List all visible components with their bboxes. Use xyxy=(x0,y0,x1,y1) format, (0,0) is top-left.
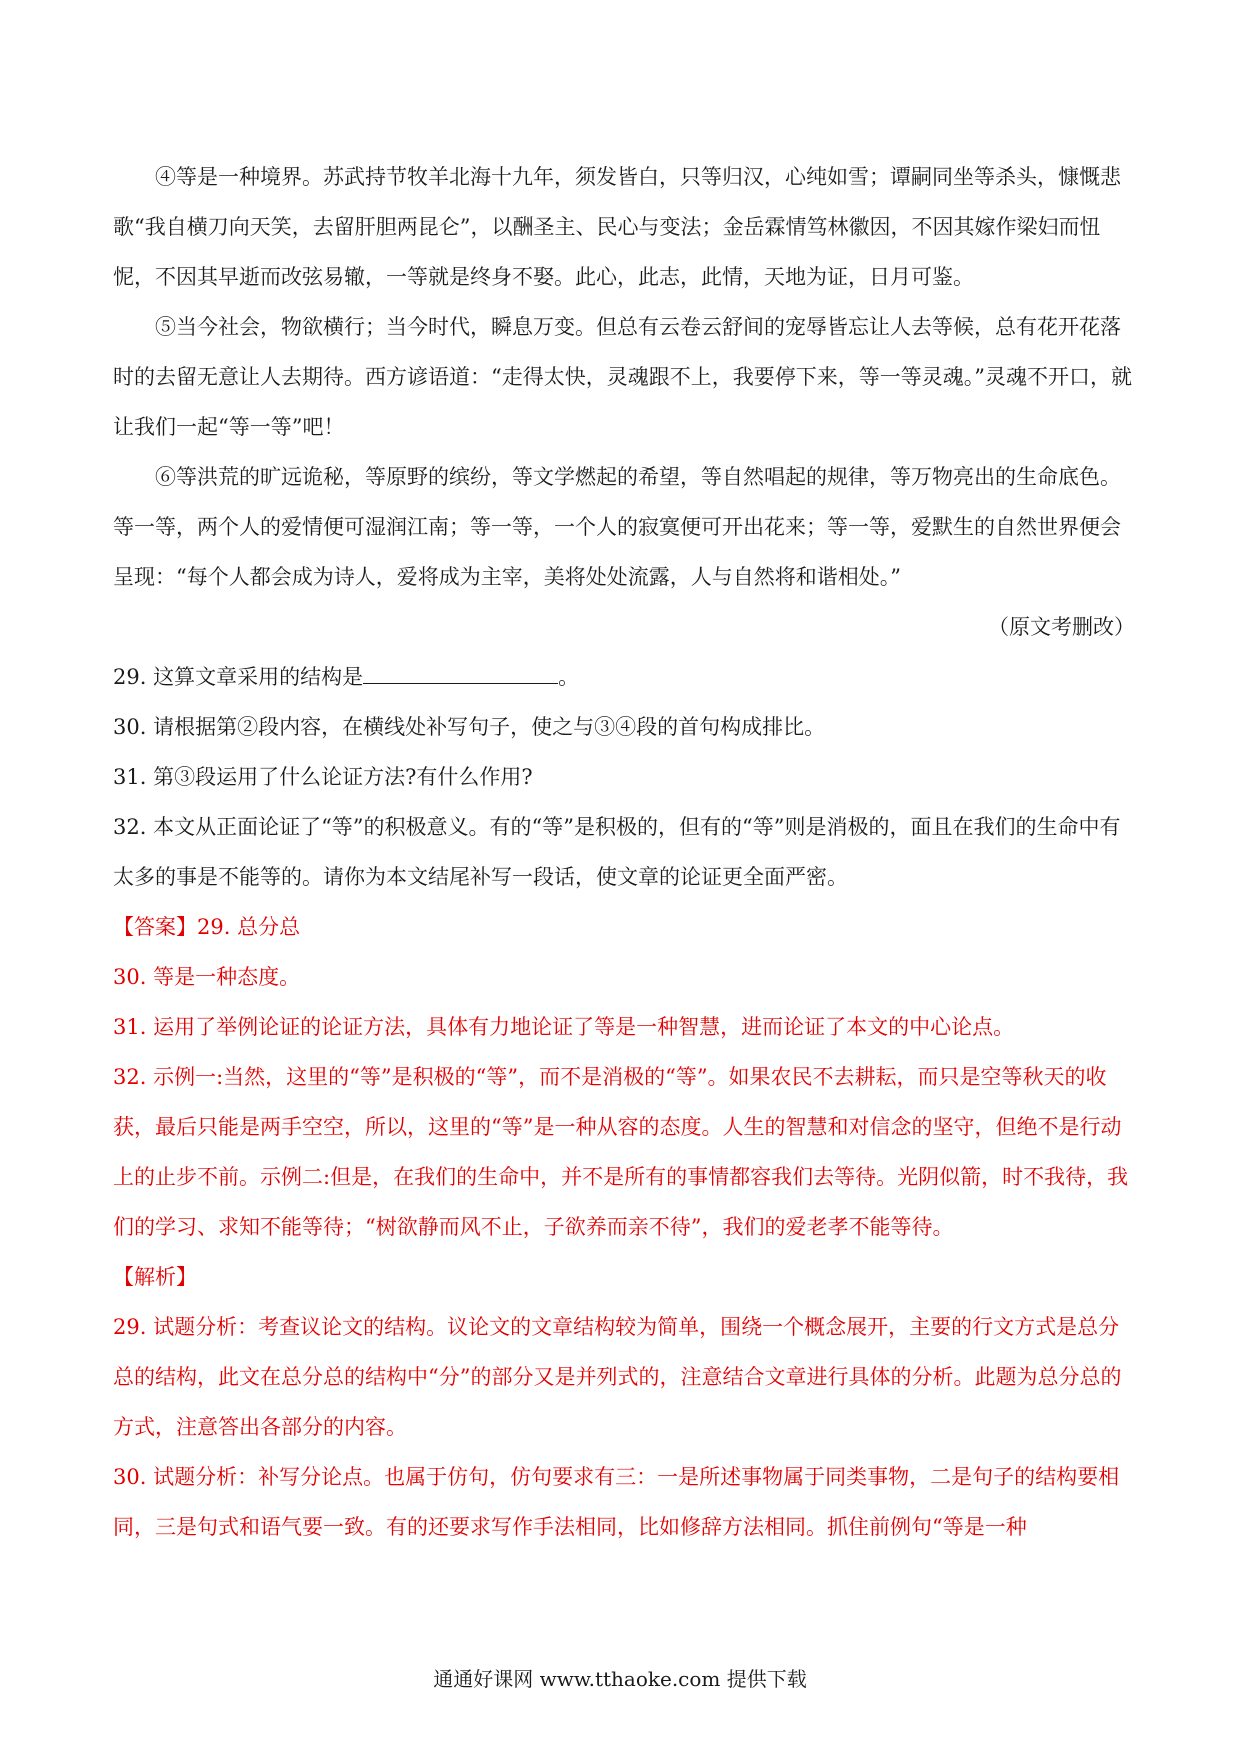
analysis-label: 【解析】 xyxy=(113,1265,197,1289)
analysis-29: 29. 试题分析：考查议论文的结构。议论文的文章结构较为简单，围绕一个概念展开，主要的行文方式是总分总的结构，此文在总分总的结构中“分”的部分又是并列式的，注意结合文章进行具体的分析。此题为总分总的方式，注意答出各部分的内容。 xyxy=(113,1315,1122,1439)
answer-label: 【答案】 xyxy=(113,915,197,939)
question-29-end: 。 xyxy=(558,665,580,689)
page-footer: 通通好课网 www.tthaoke.com 提供下载 xyxy=(433,1667,807,1691)
question-30: 30. 请根据第②段内容，在横线处补写句子，使之与③④段的首句构成排比。 xyxy=(113,715,826,739)
passage-paragraph-4: ④等是一种境界。苏武持节牧羊北海十九年，须发皆白，只等归汉，心纯如雪；谭嗣同坐等杀头，慷慨悲歌“我自横刀向天笑，去留肝胆两昆仑”，以酬圣主、民心与变法；金岳霖情笃林徽因，不因其嫁作梁妇而忸怩，不因其早逝而改弦易辙，一等就是终身不娶。此心，此志，此情，天地为证，日月可鉴。 xyxy=(113,165,1121,289)
answer-31: 31. 运用了举例论证的论证方法，具体有力地论证了等是一种智慧，进而论证了本文的中心论点。 xyxy=(113,1015,1015,1039)
analysis-30: 30. 试题分析：补写分论点。也属于仿句，仿句要求有三：一是所述事物属于同类事物，二是句子的结构要相同，三是句式和语气要一致。有的还要求写作手法相同，比如修辞方法相同。抓住前例句“等是一种 xyxy=(113,1465,1120,1539)
answer-29-text: 29. 总分总 xyxy=(197,915,301,939)
passage-paragraph-6: ⑥等洪荒的旷远诡秘，等原野的缤纷，等文学燃起的希望，等自然唱起的规律，等万物亮出的生命底色。等一等，两个人的爱情便可湿润江南；等一等，一个人的寂寞便可开出花来；等一等，爱默生的自然世界便会呈现：“每个人都会成为诗人，爱将成为主宰，美将处处流露，人与自然将和谐相处。” xyxy=(113,465,1121,589)
answer-30: 30. 等是一种态度。 xyxy=(113,965,301,989)
answer-32: 32. 示例一:当然，这里的“等”是积极的“等”，而不是消极的“等”。如果农民不去耕耘，而只是空等秋天的收获，最后只能是两手空空，所以，这里的“等”是一种从容的态度。人生的智慧和对信念的坚守，但绝不是行动上的止步不前。示例二:但是，在我们的生命中，并不是所有的事情都容我们去等待。光阴似箭，时不我待，我们的学习、求知不能等待；“树欲静而风不止，子欲养而亲不待”，我们的爱老孝不能等待。 xyxy=(113,1065,1129,1239)
answer-29 xyxy=(113,902,1135,952)
question-31: 31. 第③段运用了什么论证方法?有什么作用? xyxy=(113,765,533,789)
document-content xyxy=(113,152,1135,1552)
question-29 xyxy=(113,652,1135,702)
question-32: 32. 本文从正面论证了“等”的积极意义。有的“等”是积极的，但有的“等”则是消极的，面且在我们的生命中有太多的事是不能等的。请你为本文结尾补写一段话，使文章的论证更全面严密。 xyxy=(113,815,1121,889)
passage-source: （原文考删改） xyxy=(988,615,1135,639)
answer-blank xyxy=(363,663,558,684)
question-29-text: 29. 这算文章采用的结构是 xyxy=(113,665,364,689)
passage-paragraph-5: ⑤当今社会，物欲横行；当今时代，瞬息万变。但总有云卷云舒间的宠辱皆忘让人去等候，总有花开花落时的去留无意让人去期待。西方谚语道：“走得太快，灵魂跟不上，我要停下来，等一等灵魂。”灵魂不开口，就让我们一起“等一等”吧！ xyxy=(113,315,1132,439)
